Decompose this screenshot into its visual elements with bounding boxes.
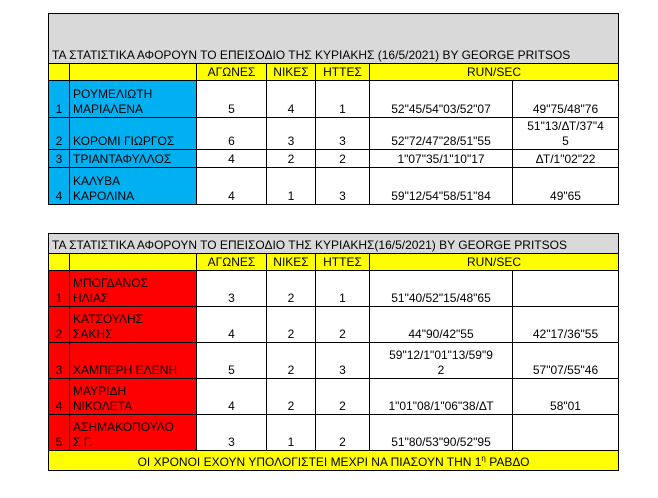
row-index: 2 [49, 307, 70, 343]
run-times-2 [513, 118, 619, 150]
matches-value: 4 [197, 150, 267, 168]
header-name [70, 64, 197, 81]
header-runsec: RUN/SEC [370, 254, 619, 271]
header-runsec: RUN/SEC [370, 64, 619, 81]
wins-value: 2 [267, 307, 316, 343]
wins-value: 1 [267, 415, 316, 451]
run-times-1: 51"80/53"90/52"95 [370, 415, 513, 451]
header-losses: ΗΤΤΕΣ [316, 64, 370, 81]
wins-value: 3 [267, 118, 316, 150]
player-name-line1: ΜΑΥΡΙΔΗ [73, 384, 127, 398]
wins-value: 2 [267, 271, 316, 307]
table-title-row [49, 234, 619, 254]
table-row [49, 307, 619, 343]
table-title: ΤΑ ΣΤΑΤΙΣΤΙΚΑ ΑΦΟΡΟΥΝ ΤΟ ΕΠΕΙΣΟΔΙΟ ΤΗΣ ΚΥΡΙΑΚΗΣ(16/5/2021) BY GEORGE PRITSOS [49, 234, 619, 254]
player-name-line2: ΝΙΚΟΛΕΤΑ [73, 399, 133, 413]
stats-table-2 [48, 233, 619, 471]
wins-value: 1 [267, 168, 316, 205]
run-times-2: 49"75/48"76 [513, 81, 619, 118]
player-name-line2: ΜΑΡΙΑΛΕΝΑ [73, 102, 144, 116]
run-times-2-line1: 51"13/ΔΤ/37"4 [527, 119, 604, 133]
row-index: 3 [49, 343, 70, 379]
table-header-blank [49, 14, 619, 48]
player-name: ΤΡΙΑΝΤΑΦΥΛΛΟΣ [70, 150, 197, 168]
player-name: ΚΟΡΟΜΙ ΓΙΩΡΓΟΣ [70, 118, 197, 150]
matches-value: 3 [197, 415, 267, 451]
run-times-1-line2: 2 [437, 363, 445, 377]
header-name [70, 254, 197, 271]
header-matches: ΑΓΩΝΕΣ [197, 254, 267, 271]
matches-value: 4 [197, 168, 267, 205]
wins-value: 2 [267, 150, 316, 168]
header-index [49, 64, 70, 81]
player-name-line2: ΗΛΙΑΣ [73, 291, 109, 305]
header-matches: ΑΓΩΝΕΣ [197, 64, 267, 81]
run-times-1: 51"40/52"15/48"65 [370, 271, 513, 307]
table-row [49, 150, 619, 168]
player-name [70, 307, 197, 343]
run-times-1-line1: 59"12/1"01"13/59"9 [389, 348, 493, 362]
player-name-line2: ΣΑΚΗΣ [73, 327, 113, 341]
row-index: 5 [49, 415, 70, 451]
column-header-row [49, 254, 619, 271]
player-name [70, 415, 197, 451]
player-name [70, 379, 197, 415]
footer-text: ΟΙ ΧΡΟΝΟΙ ΕΧΟΥΝ ΥΠΟΛΟΓΙΣΤΕΙ ΜΕΧΡΙ ΝΑ ΠΙΑΣΟΥΝ ΤΗΝ 1 [137, 455, 482, 469]
header-wins: ΝΙΚΕΣ [267, 254, 316, 271]
table-spacer-row [49, 14, 619, 48]
player-name [70, 168, 197, 205]
player-name-line1: ΚΑΛΥΒΑ [73, 174, 121, 188]
row-index: 4 [49, 168, 70, 205]
run-times-2: 58"01 [513, 379, 619, 415]
wins-value: 4 [267, 81, 316, 118]
run-times-2 [513, 271, 619, 307]
run-times-2: 57"07/55"46 [513, 343, 619, 379]
losses-value: 2 [316, 150, 370, 168]
losses-value: 1 [316, 271, 370, 307]
losses-value: 1 [316, 81, 370, 118]
header-index [49, 254, 70, 271]
footer-note [49, 451, 619, 471]
player-name-line1: ΡΟΥΜΕΛΙΩΤΗ [73, 87, 153, 101]
run-times-1: 44"90/42"55 [370, 307, 513, 343]
table-row [49, 379, 619, 415]
footer-text-end: ΡΑΒΔΟ [485, 455, 530, 469]
row-index: 3 [49, 150, 70, 168]
row-index: 4 [49, 379, 70, 415]
losses-value: 2 [316, 379, 370, 415]
run-times-2 [513, 415, 619, 451]
column-header-row [49, 64, 619, 81]
player-name-line1: ΑΣΗΜΑΚΟΠΟΥΛΟ [73, 420, 174, 434]
table-row [49, 168, 619, 205]
wins-value: 2 [267, 343, 316, 379]
losses-value: 2 [316, 307, 370, 343]
table-row [49, 118, 619, 150]
run-times-1: 1"01"08/1"06"38/ΔΤ [370, 379, 513, 415]
table-row [49, 415, 619, 451]
run-times-2: ΔΤ/1"02"22 [513, 150, 619, 168]
losses-value: 2 [316, 415, 370, 451]
row-index: 2 [49, 118, 70, 150]
run-times-1: 1"07"35/1"10"17 [370, 150, 513, 168]
player-name [70, 81, 197, 118]
matches-value: 4 [197, 379, 267, 415]
table-row [49, 81, 619, 118]
run-times-2: 49"65 [513, 168, 619, 205]
run-times-1: 52"72/47"28/51"55 [370, 118, 513, 150]
player-name-line1: ΚΑΤΣΟΥΛΗΣ [73, 312, 144, 326]
matches-value: 5 [197, 343, 267, 379]
run-times-2: 42"17/36"55 [513, 307, 619, 343]
run-times-1: 52"45/54"03/52"07 [370, 81, 513, 118]
table-title: ΤΑ ΣΤΑΤΙΣΤΙΚΑ ΑΦΟΡΟΥΝ ΤΟ ΕΠΕΙΣΟΔΙΟ ΤΗΣ ΚΥΡΙΑΚΗΣ (16/5/2021) BY GEORGE PRITSOS [49, 48, 619, 64]
matches-value: 3 [197, 271, 267, 307]
table-row [49, 343, 619, 379]
stats-table-1 [48, 13, 619, 205]
matches-value: 6 [197, 118, 267, 150]
run-times-1: 59"12/54"58/51"84 [370, 168, 513, 205]
header-wins: ΝΙΚΕΣ [267, 64, 316, 81]
table-title-row [49, 48, 619, 64]
header-losses: ΗΤΤΕΣ [316, 254, 370, 271]
player-name-line1: ΜΠΟΓΔΑΝΟΣ [73, 276, 148, 290]
run-times-2-line2: 5 [562, 134, 569, 148]
footer-row [49, 451, 619, 471]
matches-value: 5 [197, 81, 267, 118]
player-name [70, 271, 197, 307]
losses-value: 3 [316, 343, 370, 379]
wins-value: 2 [267, 379, 316, 415]
player-name-line2: Σ Γ. [73, 435, 93, 449]
footer-superscript: η [481, 454, 486, 463]
matches-value: 4 [197, 307, 267, 343]
losses-value: 3 [316, 168, 370, 205]
table-row [49, 271, 619, 307]
row-index: 1 [49, 271, 70, 307]
losses-value: 3 [316, 118, 370, 150]
run-times-1 [370, 343, 513, 379]
player-name: ΧΑΜΠΕΡΗ ΕΛΕΝΗ [70, 343, 197, 379]
player-name-line2: ΚΑΡΟΛΙΝΑ [73, 189, 135, 203]
row-index: 1 [49, 81, 70, 118]
